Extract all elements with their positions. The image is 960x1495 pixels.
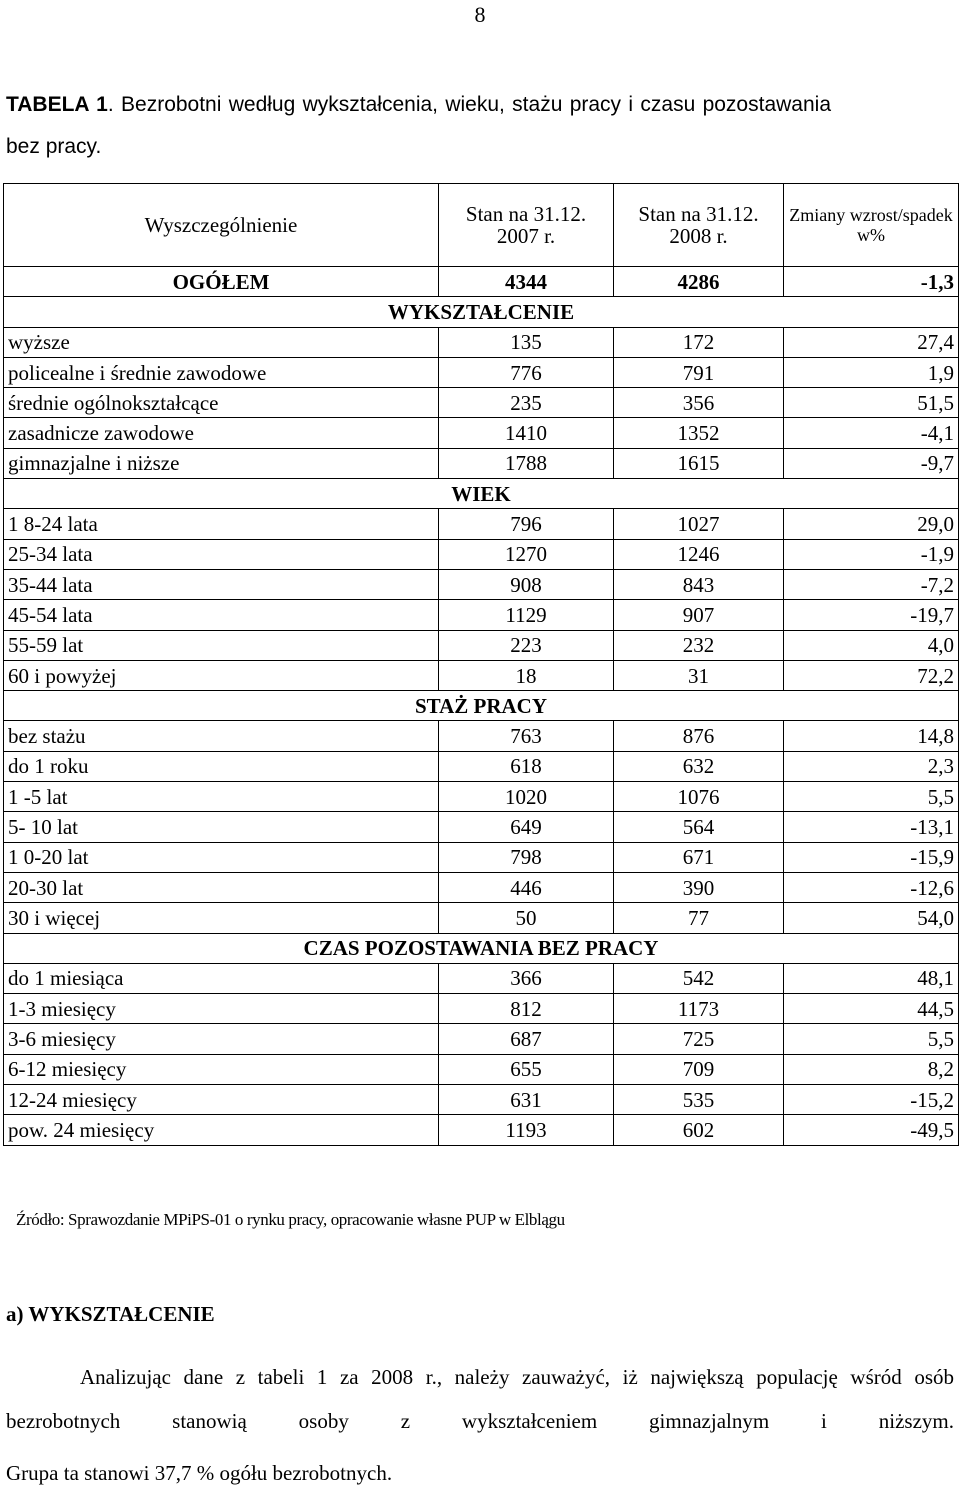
row-label: gimnazjalne i niższe xyxy=(4,448,439,478)
value-2007: 135 xyxy=(439,327,614,357)
value-2007: 1129 xyxy=(439,600,614,630)
value-2008: 725 xyxy=(614,1024,784,1054)
value-change: -1,9 xyxy=(784,539,959,569)
value-change: 54,0 xyxy=(784,903,959,933)
table-caption xyxy=(6,84,831,168)
row-label: 55-59 lat xyxy=(4,630,439,660)
paragraph-analysis: Analizując dane z tabeli 1 za 2008 r., należy zauważyć, iż największą populację wśród osób bezrobotnych stanowią osoby z wykształceniem gimnazjalnym i niższym. xyxy=(6,1365,954,1433)
value-2007: 1410 xyxy=(439,418,614,448)
header-2007: Stan na 31.12. 2007 r. xyxy=(439,184,614,267)
value-2007: 50 xyxy=(439,903,614,933)
value-2007: 908 xyxy=(439,569,614,599)
value-2008: 535 xyxy=(614,1085,784,1115)
value-2008: 542 xyxy=(614,963,784,993)
value-change: 2,3 xyxy=(784,751,959,781)
value-change: -49,5 xyxy=(784,1115,959,1145)
value-change: 14,8 xyxy=(784,721,959,751)
value-2007: 763 xyxy=(439,721,614,751)
row-label: do 1 miesiąca xyxy=(4,963,439,993)
table-row xyxy=(4,630,959,660)
header-2008: Stan na 31.12. 2008 r. xyxy=(614,184,784,267)
value-change: -15,9 xyxy=(784,842,959,872)
total-2008: 4286 xyxy=(614,267,784,297)
value-change: -12,6 xyxy=(784,872,959,902)
value-2008: 564 xyxy=(614,812,784,842)
section-row xyxy=(4,933,959,963)
table-row xyxy=(4,903,959,933)
value-2007: 235 xyxy=(439,388,614,418)
value-2008: 1173 xyxy=(614,994,784,1024)
section-row xyxy=(4,691,959,721)
value-change: 4,0 xyxy=(784,630,959,660)
value-2007: 223 xyxy=(439,630,614,660)
row-label: 12-24 miesięcy xyxy=(4,1085,439,1115)
value-change: 29,0 xyxy=(784,509,959,539)
page-number: 8 xyxy=(474,2,486,27)
section-row xyxy=(4,297,959,327)
value-2007: 812 xyxy=(439,994,614,1024)
row-label: 1-3 miesięcy xyxy=(4,994,439,1024)
section-title: WIEK xyxy=(4,479,959,509)
value-2008: 671 xyxy=(614,842,784,872)
row-label: policealne i średnie zawodowe xyxy=(4,357,439,387)
table-caption-text: . Bezrobotni według wykształcenia, wieku, stażu pracy i czasu pozostawania bez pracy. xyxy=(6,93,831,158)
value-2008: 232 xyxy=(614,630,784,660)
value-2007: 446 xyxy=(439,872,614,902)
table-row xyxy=(4,812,959,842)
value-2007: 18 xyxy=(439,660,614,690)
table-row xyxy=(4,1024,959,1054)
value-2008: 632 xyxy=(614,751,784,781)
table-row xyxy=(4,994,959,1024)
table-row xyxy=(4,357,959,387)
value-change: -9,7 xyxy=(784,448,959,478)
table-row xyxy=(4,600,959,630)
value-2007: 1193 xyxy=(439,1115,614,1145)
row-label: 25-34 lata xyxy=(4,539,439,569)
header-description: Wyszczególnienie xyxy=(4,184,439,267)
table-row xyxy=(4,782,959,812)
total-2007: 4344 xyxy=(439,267,614,297)
value-2008: 1246 xyxy=(614,539,784,569)
table-row xyxy=(4,448,959,478)
total-label: OGÓŁEM xyxy=(4,267,439,297)
row-label: 60 i powyżej xyxy=(4,660,439,690)
section-heading: a) WYKSZTAŁCENIE xyxy=(6,1302,215,1326)
value-change: 72,2 xyxy=(784,660,959,690)
source-note: Źródło: Sprawozdanie MPiPS-01 o rynku pracy, opracowanie własne PUP w Elblągu xyxy=(16,1210,565,1229)
table-row xyxy=(4,660,959,690)
table-row xyxy=(4,1085,959,1115)
value-2008: 1027 xyxy=(614,509,784,539)
table-row xyxy=(4,539,959,569)
row-label: 35-44 lata xyxy=(4,569,439,599)
unemployment-table xyxy=(3,183,959,1146)
value-2008: 31 xyxy=(614,660,784,690)
value-2007: 687 xyxy=(439,1024,614,1054)
table-row xyxy=(4,388,959,418)
value-2008: 1352 xyxy=(614,418,784,448)
table-row xyxy=(4,509,959,539)
row-label: średnie ogólnokształcące xyxy=(4,388,439,418)
row-label: 20-30 lat xyxy=(4,872,439,902)
value-change: 5,5 xyxy=(784,782,959,812)
value-2008: 390 xyxy=(614,872,784,902)
value-change: 1,9 xyxy=(784,357,959,387)
table-row xyxy=(4,842,959,872)
table-row xyxy=(4,327,959,357)
value-2008: 602 xyxy=(614,1115,784,1145)
value-2008: 172 xyxy=(614,327,784,357)
total-row xyxy=(4,267,959,297)
value-2008: 791 xyxy=(614,357,784,387)
value-change: 8,2 xyxy=(784,1054,959,1084)
row-label: 1 -5 lat xyxy=(4,782,439,812)
header-change: Zmiany wzrost/spadek w% xyxy=(784,184,959,267)
table-row xyxy=(4,1054,959,1084)
row-label: 6-12 miesięcy xyxy=(4,1054,439,1084)
row-label: 1 0-20 lat xyxy=(4,842,439,872)
row-label: 30 i więcej xyxy=(4,903,439,933)
value-2008: 876 xyxy=(614,721,784,751)
table-row xyxy=(4,569,959,599)
value-change: 48,1 xyxy=(784,963,959,993)
row-label: pow. 24 miesięcy xyxy=(4,1115,439,1145)
value-2007: 796 xyxy=(439,509,614,539)
row-label: 5- 10 lat xyxy=(4,812,439,842)
value-2008: 709 xyxy=(614,1054,784,1084)
value-change: 5,5 xyxy=(784,1024,959,1054)
table-row xyxy=(4,751,959,781)
paragraph-share: Grupa ta stanowi 37,7 % ogółu bezrobotnych. xyxy=(6,1461,393,1485)
row-label: do 1 roku xyxy=(4,751,439,781)
value-change: -15,2 xyxy=(784,1085,959,1115)
value-change: -4,1 xyxy=(784,418,959,448)
table-row xyxy=(4,418,959,448)
value-2007: 798 xyxy=(439,842,614,872)
section-row xyxy=(4,479,959,509)
table-header-row xyxy=(4,184,959,267)
value-change: 51,5 xyxy=(784,388,959,418)
value-change: -7,2 xyxy=(784,569,959,599)
body-text xyxy=(6,1355,954,1495)
total-change: -1,3 xyxy=(784,267,959,297)
table-row xyxy=(4,872,959,902)
row-label: zasadnicze zawodowe xyxy=(4,418,439,448)
value-2007: 649 xyxy=(439,812,614,842)
row-label: 1 8-24 lata xyxy=(4,509,439,539)
value-change: 27,4 xyxy=(784,327,959,357)
value-2007: 631 xyxy=(439,1085,614,1115)
section-title: WYKSZTAŁCENIE xyxy=(4,297,959,327)
section-title: STAŻ PRACY xyxy=(4,691,959,721)
value-change: 44,5 xyxy=(784,994,959,1024)
table-row xyxy=(4,963,959,993)
value-2007: 776 xyxy=(439,357,614,387)
row-label: bez stażu xyxy=(4,721,439,751)
row-label: 45-54 lata xyxy=(4,600,439,630)
row-label: wyższe xyxy=(4,327,439,357)
value-2007: 1020 xyxy=(439,782,614,812)
section-title: CZAS POZOSTAWANIA BEZ PRACY xyxy=(4,933,959,963)
value-2008: 907 xyxy=(614,600,784,630)
value-2008: 1615 xyxy=(614,448,784,478)
value-2008: 356 xyxy=(614,388,784,418)
value-change: -13,1 xyxy=(784,812,959,842)
value-2008: 77 xyxy=(614,903,784,933)
value-2008: 1076 xyxy=(614,782,784,812)
row-label: 3-6 miesięcy xyxy=(4,1024,439,1054)
value-2008: 843 xyxy=(614,569,784,599)
value-change: -19,7 xyxy=(784,600,959,630)
value-2007: 618 xyxy=(439,751,614,781)
table-row xyxy=(4,1115,959,1145)
value-2007: 1270 xyxy=(439,539,614,569)
value-2007: 655 xyxy=(439,1054,614,1084)
value-2007: 1788 xyxy=(439,448,614,478)
value-2007: 366 xyxy=(439,963,614,993)
table-caption-label: TABELA 1 xyxy=(6,93,108,116)
table-row xyxy=(4,721,959,751)
